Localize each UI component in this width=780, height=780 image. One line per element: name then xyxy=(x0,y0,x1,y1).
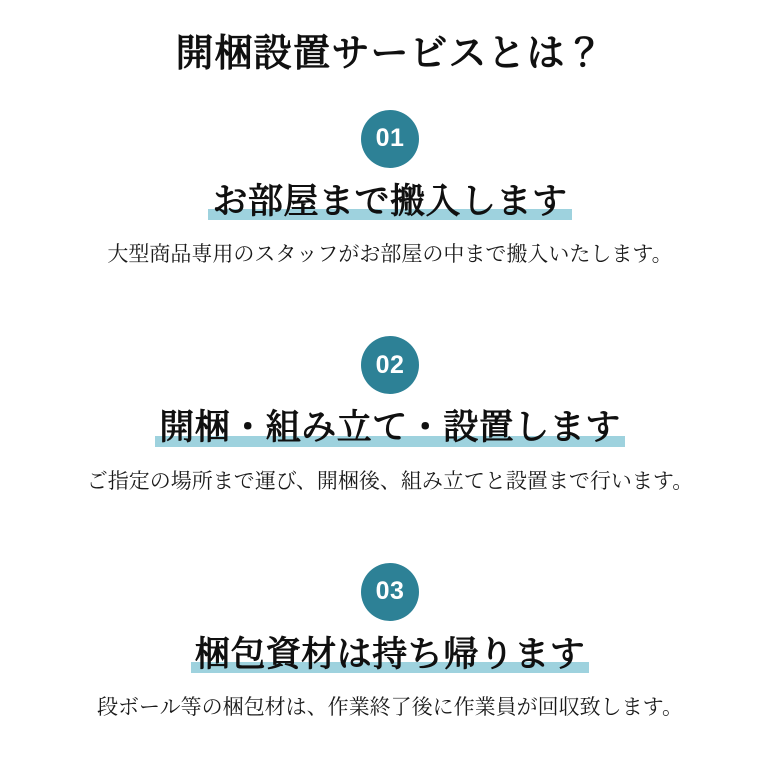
step-number-badge-3: 03 xyxy=(361,563,419,621)
step-heading-1 xyxy=(208,182,571,224)
step-number-badge-2: 02 xyxy=(361,336,419,394)
step-description-1: 大型商品専用のスタッフがお部屋の中まで搬入いたします。 xyxy=(107,243,673,267)
step-heading-text-2: 開梱・組み立て・設置します xyxy=(159,408,621,448)
step-number-badge-1: 01 xyxy=(361,110,419,168)
step-heading-text-3: 梱包資材は持ち帰ります xyxy=(194,634,586,674)
step-description-2: ご指定の場所まで運び、開梱後、組み立てと設置まで行います。 xyxy=(86,469,694,493)
service-step-3 xyxy=(0,563,780,744)
page-title: 開梱設置サービスとは？ xyxy=(175,33,605,75)
step-description-3: 段ボール等の梱包材は、作業終了後に作業員が回収致します。 xyxy=(97,696,683,720)
service-step-1 xyxy=(0,110,780,291)
step-heading-2 xyxy=(155,408,625,450)
step-heading-3 xyxy=(191,635,590,677)
step-heading-text-1: お部屋まで搬入します xyxy=(212,181,568,221)
service-step-2 xyxy=(0,336,780,517)
